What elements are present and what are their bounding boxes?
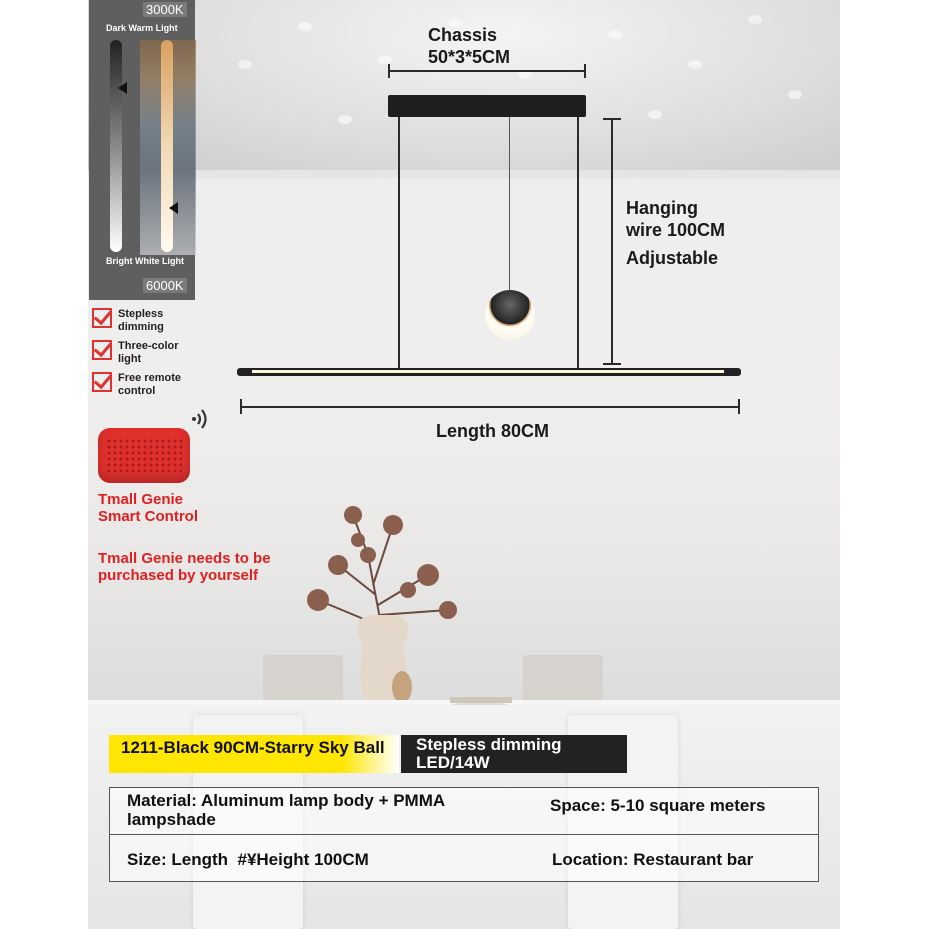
- hanging-wire-left: [398, 117, 400, 370]
- smart-control-note: Tmall Genie needs to be purchased by yourself: [98, 550, 271, 584]
- wifi-signal-icon: [190, 408, 212, 430]
- temperature-pointer-icon: [169, 202, 178, 214]
- cool-label: Bright White Light: [106, 256, 184, 266]
- length-label: Length 80CM: [436, 421, 550, 441]
- smart-control-title: Tmall Genie Smart Control: [98, 491, 199, 525]
- red-checkbox-icon: [92, 372, 112, 392]
- spec-location: Location: Restaurant bar: [552, 850, 754, 869]
- ball-wire: [509, 117, 510, 290]
- warm-kelvin: 3000K: [143, 2, 187, 17]
- dimming-label: Stepless dimming LED/14W: [416, 735, 562, 772]
- hanging-text-2: wire 100CM: [626, 220, 726, 240]
- hanging-dimension-line: [611, 118, 613, 364]
- length-dimension-line: [240, 406, 740, 408]
- chassis-title: Chassis: [428, 25, 498, 45]
- feature-item: [92, 340, 198, 366]
- spec-space: Space: 5-10 square meters: [550, 796, 766, 815]
- hanging-dimension-tick-bottom: [603, 363, 621, 365]
- starry-sky-ball: [485, 290, 535, 340]
- lamp-bar-light: [252, 370, 724, 373]
- chassis-dimension-tick-left: [388, 64, 390, 78]
- hanging-dimension-tick-top: [603, 118, 621, 120]
- smart-speaker-icon: [98, 428, 190, 483]
- hanging-text-3: Adjustable: [626, 248, 719, 268]
- product-name: 1211-Black 90CM-Starry Sky Ball: [121, 738, 385, 757]
- chassis-dimension-tick-right: [584, 64, 586, 78]
- length-dimension-tick-right: [738, 399, 740, 414]
- brightness-slider: [110, 40, 122, 252]
- length-dimension-tick-left: [240, 399, 242, 414]
- chassis-dimension-line: [388, 70, 586, 72]
- ceiling-edge: [88, 170, 840, 178]
- red-checkbox-icon: [92, 340, 112, 360]
- chassis-size: 50*3*5CM: [428, 47, 511, 67]
- hanging-text-1: Hanging: [626, 198, 698, 218]
- speaker-grille: [106, 438, 182, 472]
- color-temperature-slider: [161, 40, 173, 252]
- warm-label: Dark Warm Light: [106, 23, 178, 33]
- hanging-wire-right: [577, 117, 579, 370]
- feature-label: Three-color light: [118, 340, 179, 365]
- cool-kelvin: 6000K: [143, 278, 187, 293]
- spec-divider: [109, 834, 819, 835]
- feature-label: Free remote control: [118, 372, 181, 397]
- feature-label: Stepless dimming: [118, 308, 164, 333]
- brightness-pointer-icon: [118, 82, 127, 94]
- spec-material: Material: Aluminum lamp body + PMMA lampshade: [127, 791, 445, 829]
- feature-item: [92, 372, 198, 398]
- red-checkbox-icon: [92, 308, 112, 328]
- spec-size: Size: Length #¥Height 100CM: [127, 850, 369, 869]
- lamp-chassis: [388, 95, 586, 117]
- feature-item: [92, 308, 198, 334]
